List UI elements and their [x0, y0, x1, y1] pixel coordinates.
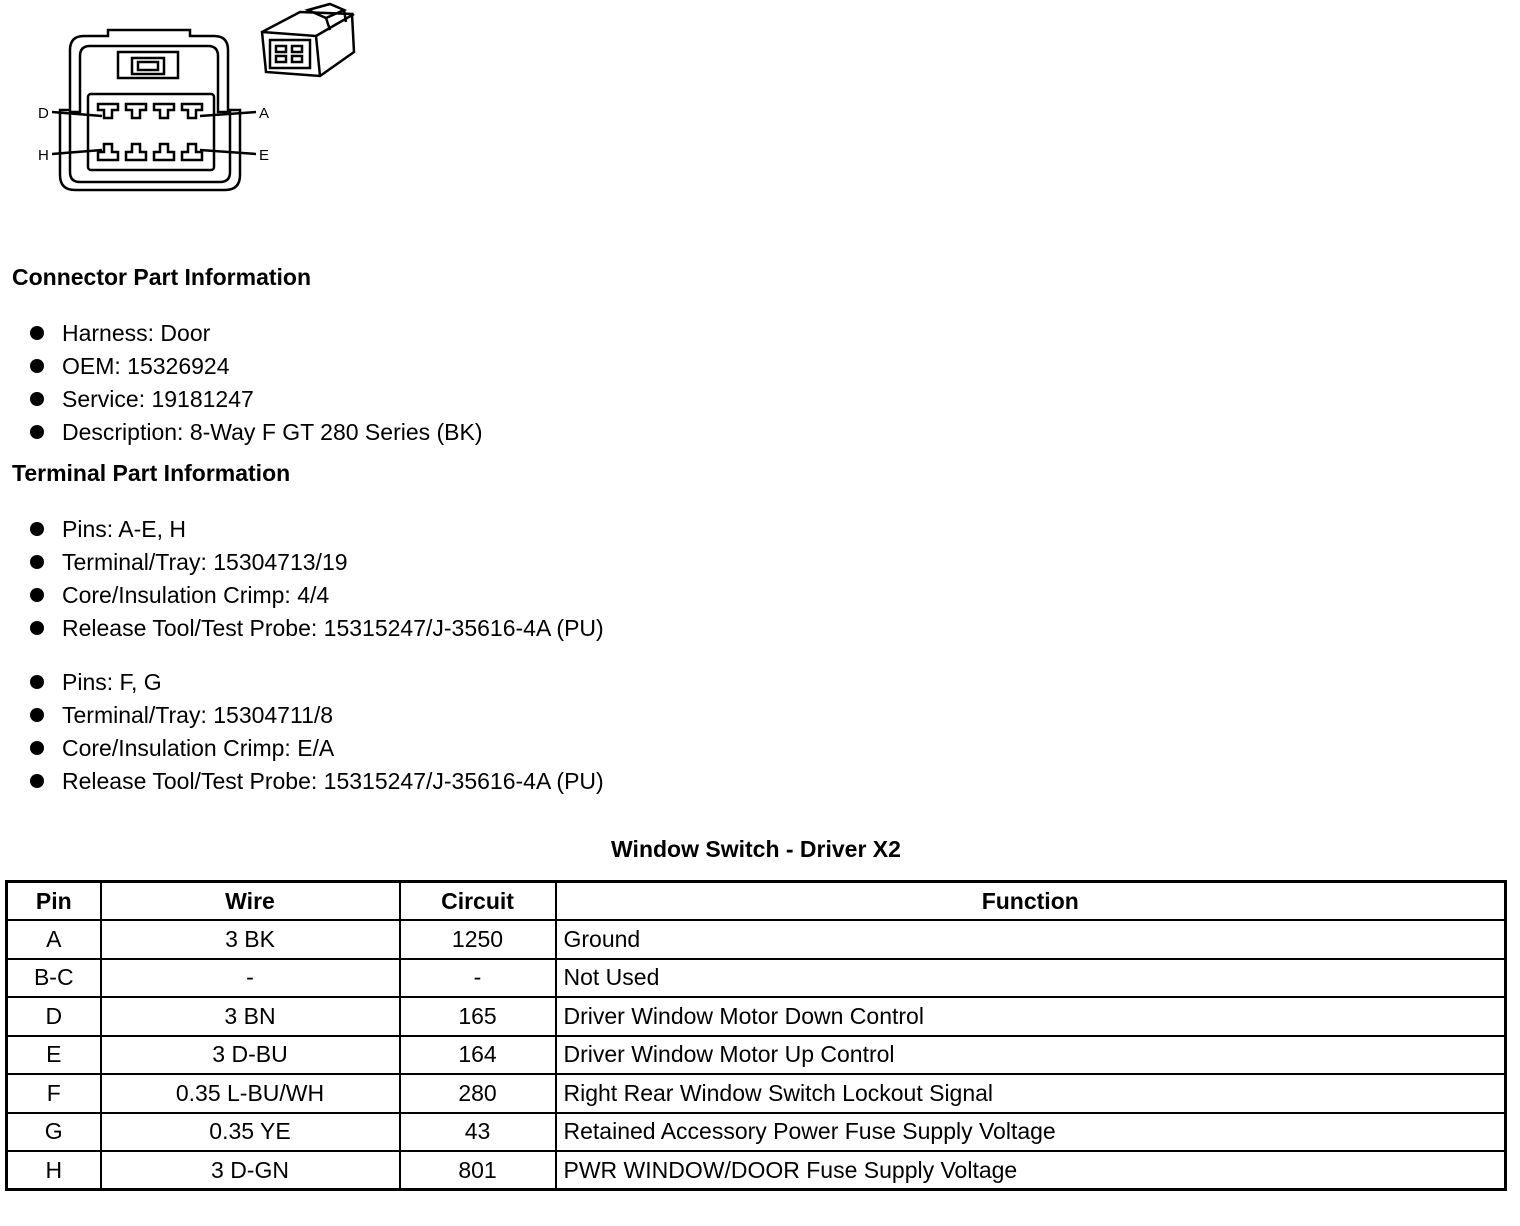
list-item: Pins: A-E, H — [28, 513, 604, 546]
bullet-icon — [30, 359, 44, 373]
pin-label-a: A — [259, 105, 270, 122]
table-row — [7, 959, 1506, 998]
list-item: Release Tool/Test Probe: 15315247/J-35616-4A (PU) — [28, 612, 604, 645]
cell-function: PWR WINDOW/DOOR Fuse Supply Voltage — [556, 1151, 1506, 1190]
bullet-icon — [30, 555, 44, 569]
cell-wire: 0.35 L-BU/WH — [101, 1074, 400, 1113]
table-row — [7, 997, 1506, 1036]
terminal-part-list-1 — [28, 513, 604, 645]
header-function: Function — [556, 882, 1506, 921]
cell-pin: E — [7, 1036, 101, 1075]
cell-wire: 0.35 YE — [101, 1113, 400, 1152]
cell-function: Not Used — [556, 959, 1506, 998]
cell-pin: H — [7, 1151, 101, 1190]
header-pin: Pin — [7, 882, 101, 921]
pin-label-d: D — [38, 105, 49, 122]
pin-label-h: H — [38, 147, 49, 164]
list-item: Harness: Door — [28, 317, 483, 350]
table-row — [7, 1113, 1506, 1152]
bullet-icon — [30, 774, 44, 788]
bullet-icon — [30, 392, 44, 406]
cell-function: Right Rear Window Switch Lockout Signal — [556, 1074, 1506, 1113]
bullet-icon — [30, 425, 44, 439]
connector-part-list — [28, 317, 483, 449]
cell-circuit: - — [400, 959, 556, 998]
cell-function: Retained Accessory Power Fuse Supply Voltage — [556, 1113, 1506, 1152]
terminal-part-list-2 — [28, 666, 604, 798]
bullet-icon — [30, 326, 44, 340]
cell-pin: B-C — [7, 959, 101, 998]
cell-circuit: 1250 — [400, 920, 556, 959]
cell-function: Driver Window Motor Up Control — [556, 1036, 1506, 1075]
header-circuit: Circuit — [400, 882, 556, 921]
list-item: Core/Insulation Crimp: E/A — [28, 732, 604, 765]
cell-pin: F — [7, 1074, 101, 1113]
cell-wire: 3 D-BU — [101, 1036, 400, 1075]
cell-wire: 3 D-GN — [101, 1151, 400, 1190]
cell-circuit: 165 — [400, 997, 556, 1036]
list-item: Core/Insulation Crimp: 4/4 — [28, 579, 604, 612]
cell-circuit: 801 — [400, 1151, 556, 1190]
table-row — [7, 1151, 1506, 1190]
connector-diagram — [30, 0, 370, 200]
bullet-icon — [30, 621, 44, 635]
cell-wire: 3 BK — [101, 920, 400, 959]
table-row — [7, 1036, 1506, 1075]
cell-pin: A — [7, 920, 101, 959]
cell-pin: D — [7, 997, 101, 1036]
connector-part-title: Connector Part Information — [12, 264, 312, 290]
list-item: Terminal/Tray: 15304713/19 — [28, 546, 604, 579]
list-item: Pins: F, G — [28, 666, 604, 699]
list-item: Terminal/Tray: 15304711/8 — [28, 699, 604, 732]
pin-table — [5, 880, 1507, 1191]
list-item: Description: 8-Way F GT 280 Series (BK) — [28, 416, 483, 449]
cell-wire: - — [101, 959, 400, 998]
bullet-icon — [30, 741, 44, 755]
cell-pin: G — [7, 1113, 101, 1152]
list-item: Release Tool/Test Probe: 15315247/J-35616-4A (PU) — [28, 765, 604, 798]
list-item: OEM: 15326924 — [28, 350, 483, 383]
bullet-icon — [30, 522, 44, 536]
bullet-icon — [30, 588, 44, 602]
bullet-icon — [30, 675, 44, 689]
list-item: Service: 19181247 — [28, 383, 483, 416]
table-title: Window Switch - Driver X2 — [611, 836, 901, 862]
cell-wire: 3 BN — [101, 997, 400, 1036]
table-row — [7, 920, 1506, 959]
pin-label-e: E — [259, 147, 270, 164]
terminal-part-title: Terminal Part Information — [12, 460, 291, 486]
table-header-row — [7, 882, 1506, 921]
cell-function: Ground — [556, 920, 1506, 959]
cell-circuit: 43 — [400, 1113, 556, 1152]
bullet-icon — [30, 708, 44, 722]
cell-function: Driver Window Motor Down Control — [556, 997, 1506, 1036]
table-row — [7, 1074, 1506, 1113]
header-wire: Wire — [101, 882, 400, 921]
cell-circuit: 280 — [400, 1074, 556, 1113]
cell-circuit: 164 — [400, 1036, 556, 1075]
